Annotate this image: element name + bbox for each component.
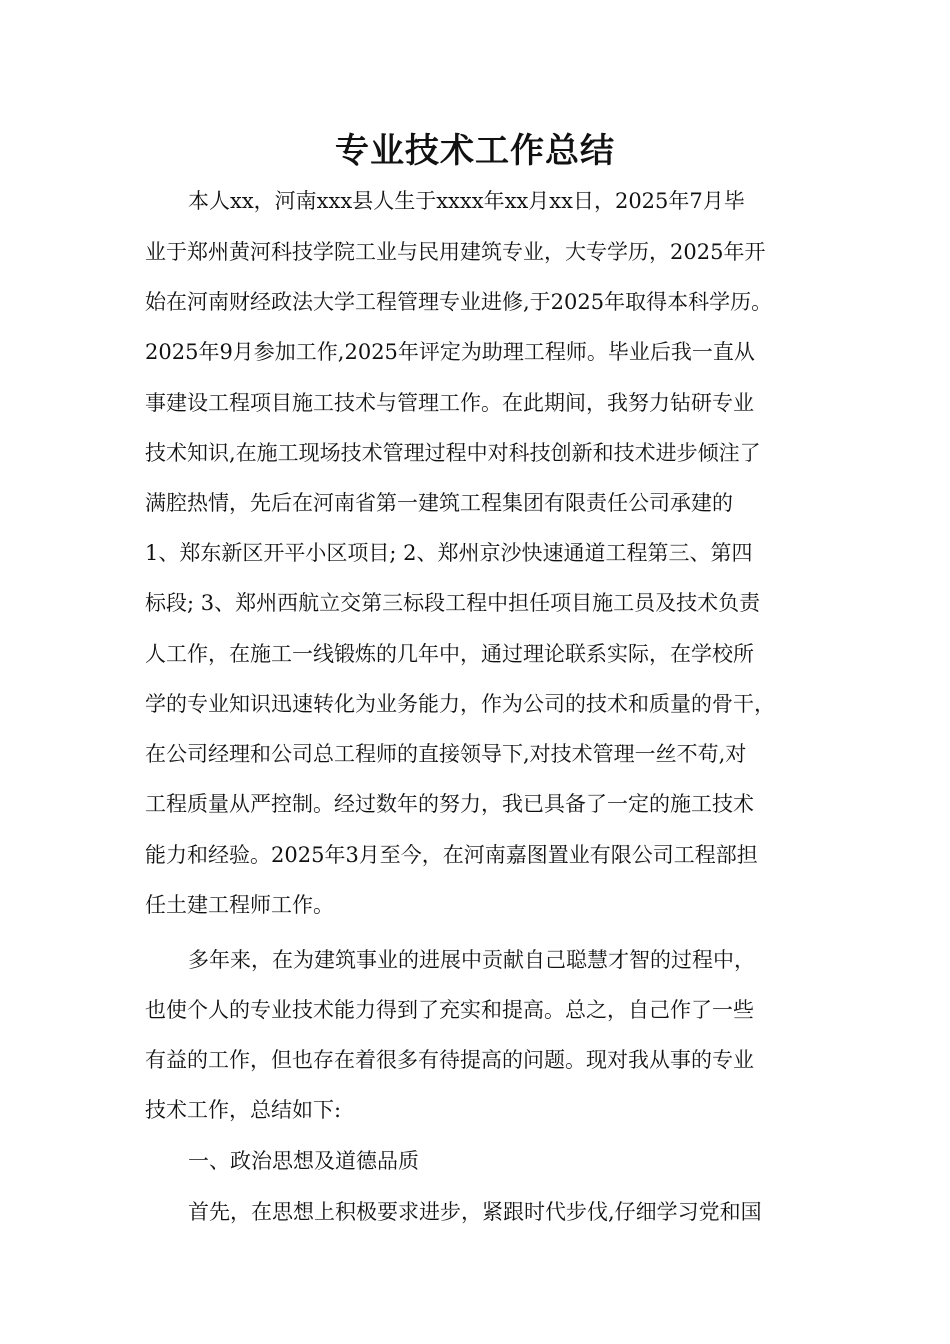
paragraph-line: 也使个人的专业技术能力得到了充实和提高。总之，自己作了一些 (145, 998, 754, 1022)
paragraph-line: 首先，在思想上积极要求进步，紧跟时代步伐,仔细学习党和国 (188, 1200, 762, 1224)
paragraph-line: 1、郑东新区开平小区项目; 2、郑州京沙快速通道工程第三、第四 (145, 541, 753, 565)
paragraph-line: 在公司经理和公司总工程师的直接领导下,对技术管理一丝不苟,对 (145, 742, 747, 766)
document-title: 专业技术工作总结 (335, 131, 615, 171)
paragraph-line: 事建设工程项目施工技术与管理工作。在此期间，我努力钻研专业 (145, 391, 754, 415)
paragraph-line: 任土建工程师工作。 (145, 893, 334, 917)
paragraph-line: 多年来，在为建筑事业的进展中贡献自己聪慧才智的过程中， (188, 948, 755, 972)
paragraph-line: 本人xx，河南xxx县人生于xxxx年xx月xx日，2025年7月毕 (188, 189, 745, 213)
paragraph-line: 始在河南财经政法大学工程管理专业进修,于2025年取得本科学历。 (145, 290, 773, 314)
paragraph-line: 技术工作，总结如下: (145, 1098, 342, 1122)
paragraph-line: 人工作，在施工一线锻炼的几年中，通过理论联系实际，在学校所 (145, 642, 754, 666)
paragraph-line: 有益的工作，但也存在着很多有待提高的问题。现对我从事的专业 (145, 1048, 754, 1072)
paragraph-line: 满腔热情，先后在河南省第一建筑工程集团有限责任公司承建的 (145, 491, 733, 515)
paragraph-line: 技术知识,在施工现场技术管理过程中对科技创新和技术进步倾注了 (145, 441, 761, 465)
paragraph-line: 业于郑州黄河科技学院工业与民用建筑专业，大专学历，2025年开 (145, 240, 766, 264)
paragraph-line: 标段; 3、郑州西航立交第三标段工程中担任项目施工员及技术负责 (145, 591, 761, 615)
paragraph-line: 2025年9月参加工作,2025年评定为助理工程师。毕业后我一直从 (145, 340, 755, 364)
paragraph-line: 能力和经验。2025年3月至今，在河南嘉图置业有限公司工程部担 (145, 843, 758, 867)
section-heading: 一、政治思想及道德品质 (188, 1149, 419, 1173)
paragraph-line: 学的专业知识迅速转化为业务能力，作为公司的技术和质量的骨干， (145, 692, 775, 716)
paragraph-line: 工程质量从严控制。经过数年的努力，我已具备了一定的施工技术 (145, 792, 754, 816)
